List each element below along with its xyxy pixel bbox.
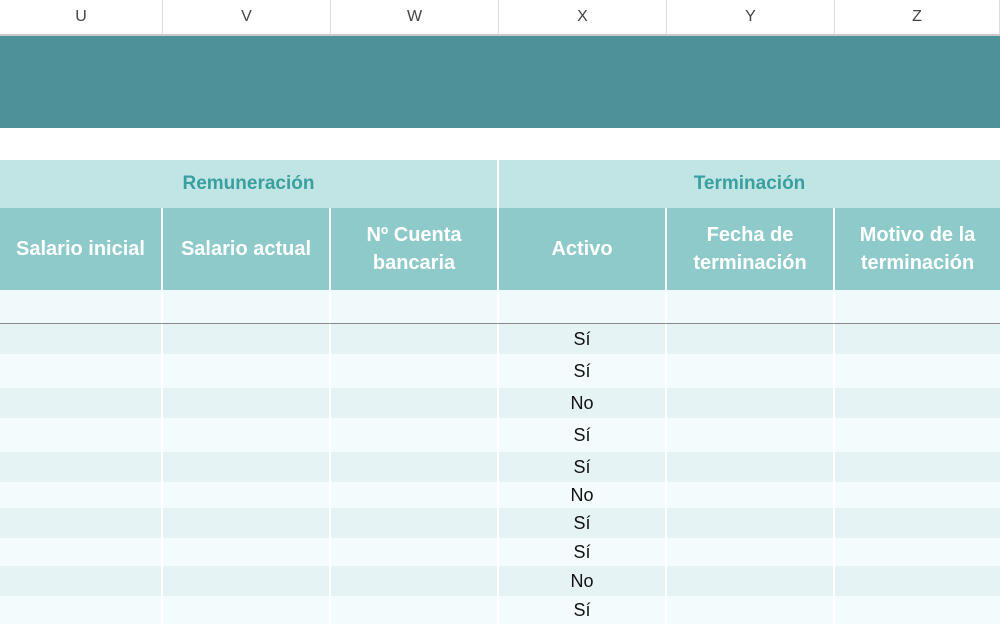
cell[interactable] — [0, 354, 163, 388]
column-letter-u[interactable]: U — [0, 0, 163, 34]
table-row — [0, 418, 1000, 452]
cell[interactable] — [331, 482, 499, 508]
cell[interactable] — [835, 388, 1000, 418]
cell[interactable] — [835, 324, 1000, 354]
cell[interactable] — [331, 324, 499, 354]
table-header-row — [0, 208, 1000, 290]
cell[interactable] — [835, 538, 1000, 566]
cell[interactable] — [163, 538, 331, 566]
table-row — [0, 452, 1000, 482]
cell[interactable] — [667, 354, 835, 388]
cell[interactable] — [835, 290, 1000, 323]
cell[interactable] — [163, 354, 331, 388]
activo-cell[interactable]: Sí — [499, 596, 667, 624]
blank-row — [0, 290, 1000, 324]
cell[interactable] — [667, 324, 835, 354]
cell[interactable] — [0, 566, 163, 596]
activo-cell[interactable]: Sí — [499, 354, 667, 388]
column-letter-v[interactable]: V — [163, 0, 331, 34]
cell[interactable] — [835, 596, 1000, 624]
column-letter-x[interactable]: X — [499, 0, 667, 34]
table-row — [0, 596, 1000, 624]
group-header-remuneracion[interactable]: Remuneración — [0, 160, 499, 208]
activo-cell[interactable]: Sí — [499, 418, 667, 452]
activo-cell[interactable]: Sí — [499, 508, 667, 538]
group-header-terminacion[interactable]: Terminación — [499, 160, 1000, 208]
header-cuenta-bancaria[interactable]: Nº Cuenta bancaria — [331, 208, 499, 290]
cell[interactable] — [163, 290, 331, 323]
cell[interactable] — [163, 508, 331, 538]
cell[interactable] — [331, 418, 499, 452]
cell[interactable] — [163, 452, 331, 482]
cell[interactable] — [667, 388, 835, 418]
activo-cell[interactable]: No — [499, 388, 667, 418]
activo-cell[interactable]: No — [499, 482, 667, 508]
table-row — [0, 324, 1000, 354]
cell[interactable] — [835, 508, 1000, 538]
cell[interactable] — [331, 354, 499, 388]
cell[interactable] — [667, 418, 835, 452]
cell[interactable] — [331, 508, 499, 538]
cell[interactable] — [0, 452, 163, 482]
cell[interactable] — [499, 290, 667, 323]
column-letter-w[interactable]: W — [331, 0, 499, 34]
cell[interactable] — [331, 566, 499, 596]
cell[interactable] — [163, 388, 331, 418]
table-row — [0, 482, 1000, 508]
cell[interactable] — [331, 388, 499, 418]
header-activo[interactable]: Activo — [499, 208, 667, 290]
cell[interactable] — [835, 566, 1000, 596]
table-row — [0, 388, 1000, 418]
cell[interactable] — [331, 538, 499, 566]
cell[interactable] — [0, 324, 163, 354]
cell[interactable] — [667, 508, 835, 538]
cell[interactable] — [163, 482, 331, 508]
activo-cell[interactable]: No — [499, 566, 667, 596]
cell[interactable] — [835, 452, 1000, 482]
cell[interactable] — [163, 418, 331, 452]
activo-cell[interactable]: Sí — [499, 324, 667, 354]
table-body — [0, 324, 1000, 624]
cell[interactable] — [0, 388, 163, 418]
cell[interactable] — [331, 452, 499, 482]
spacer-row — [0, 128, 1000, 160]
cell[interactable] — [667, 596, 835, 624]
cell[interactable] — [0, 538, 163, 566]
activo-cell[interactable]: Sí — [499, 452, 667, 482]
cell[interactable] — [667, 290, 835, 323]
cell[interactable] — [163, 566, 331, 596]
cell[interactable] — [835, 418, 1000, 452]
title-banner — [0, 36, 1000, 128]
column-letter-z[interactable]: Z — [835, 0, 1000, 34]
cell[interactable] — [667, 538, 835, 566]
cell[interactable] — [0, 596, 163, 624]
table-row — [0, 538, 1000, 566]
cell[interactable] — [331, 596, 499, 624]
cell[interactable] — [163, 324, 331, 354]
cell[interactable] — [0, 290, 163, 323]
cell[interactable] — [667, 452, 835, 482]
cell[interactable] — [331, 290, 499, 323]
header-motivo-terminacion[interactable]: Motivo de la terminación — [835, 208, 1000, 290]
table-row — [0, 566, 1000, 596]
header-salario-inicial[interactable]: Salario inicial — [0, 208, 163, 290]
column-letter-y[interactable]: Y — [667, 0, 835, 34]
cell[interactable] — [835, 482, 1000, 508]
cell[interactable] — [667, 482, 835, 508]
cell[interactable] — [0, 418, 163, 452]
table-row — [0, 508, 1000, 538]
cell[interactable] — [163, 596, 331, 624]
header-fecha-terminacion[interactable]: Fecha de terminación — [667, 208, 835, 290]
activo-cell[interactable]: Sí — [499, 538, 667, 566]
cell[interactable] — [0, 508, 163, 538]
header-salario-actual[interactable]: Salario actual — [163, 208, 331, 290]
column-letter-bar — [0, 0, 1000, 36]
table-row — [0, 354, 1000, 388]
cell[interactable] — [835, 354, 1000, 388]
cell[interactable] — [0, 482, 163, 508]
cell[interactable] — [667, 566, 835, 596]
